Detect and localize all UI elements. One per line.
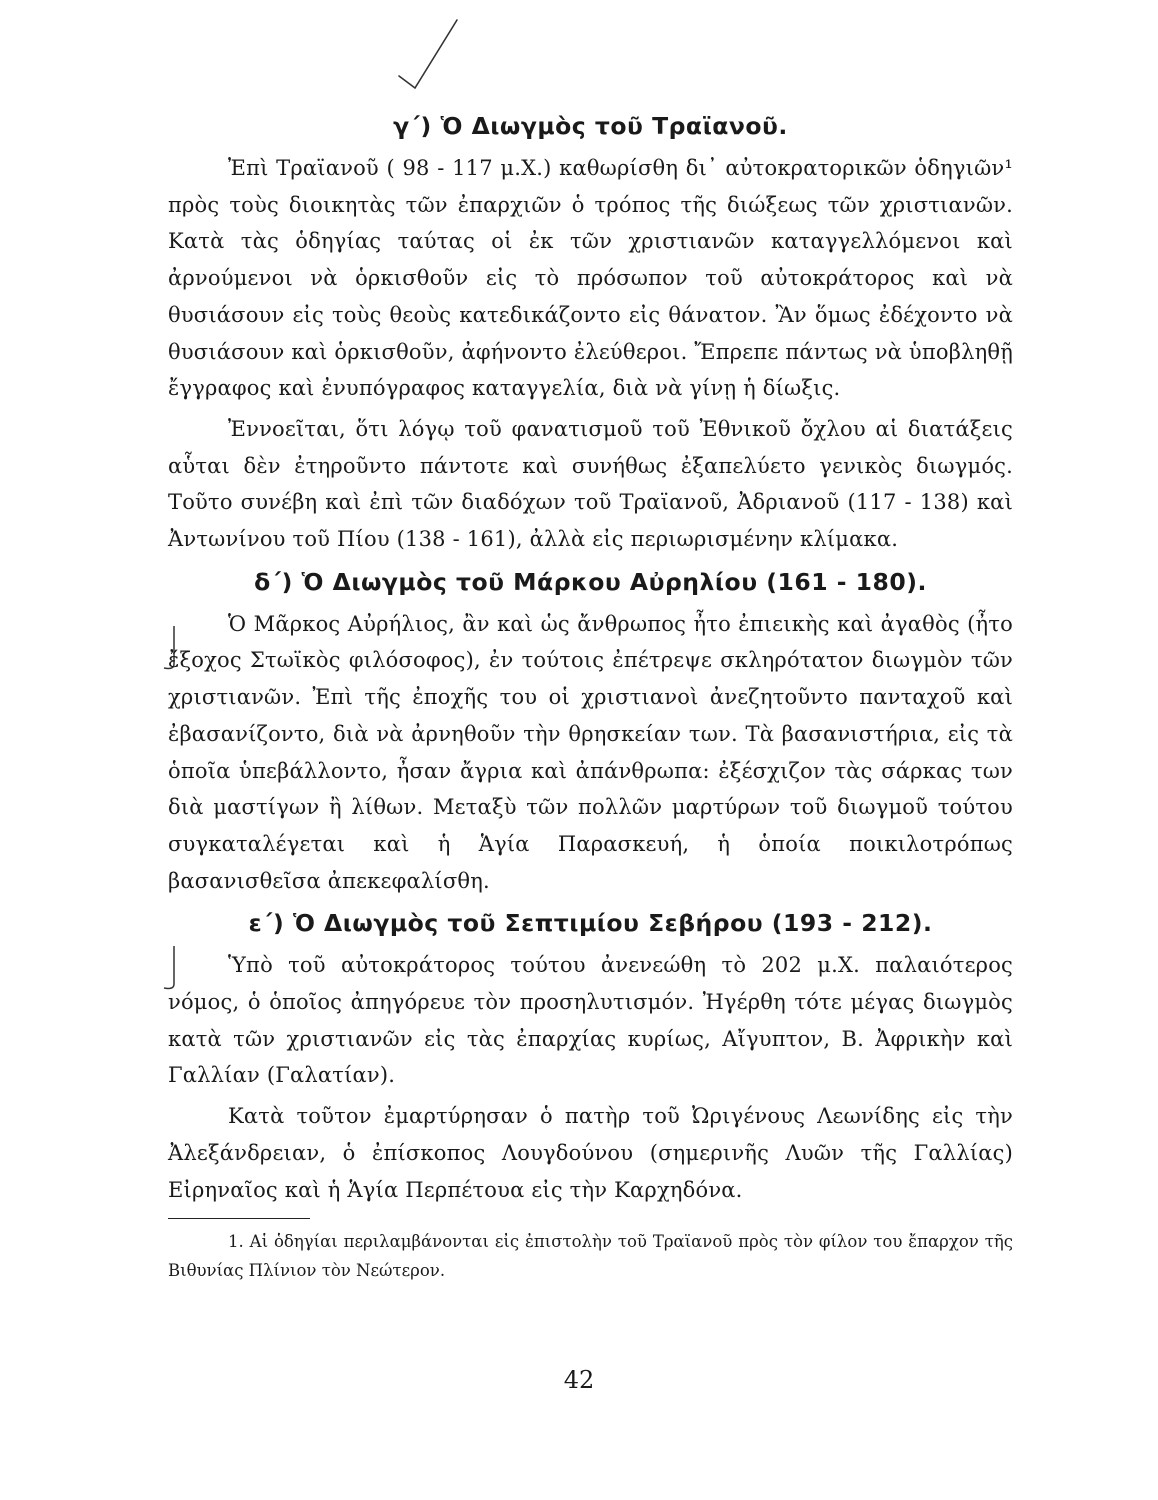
footnote: 1. Αἱ ὁδηγίαι περιλαμβάνονται εἰς ἐπιστολὴν τοῦ Τραϊανοῦ πρὸς τὸν φίλον του ἔπαρχον τῆς Βιθυνίας Πλίνιον τὸν Νεώτερον. xyxy=(168,1232,1013,1281)
section-heading: γ΄) Ὁ Διωγμὸς τοῦ Τραϊανοῦ. xyxy=(393,112,788,140)
page-body xyxy=(168,108,1013,1285)
body-paragraph: Ἐννοεῖται, ὅτι λόγῳ τοῦ φανατισμοῦ τοῦ Ἐθνικοῦ ὄχλου αἱ διατάξεις αὗται δὲν ἐτηροῦντο πάντοτε καὶ συνήθως ἐξαπελύετο γενικὸς διωγμός. Τοῦτο συνέβη καὶ ἐπὶ τῶν διαδόχων τοῦ Τραϊανοῦ, Ἀδριανοῦ (117 - 138) καὶ Ἀντωνίνου τοῦ Πίου (138 - 161), ἀλλὰ εἰς περιωρισμένην κλίμακα. xyxy=(168,416,1013,552)
body-paragraph: Ἐπὶ Τραϊανοῦ ( 98 - 117 μ.Χ.) καθωρίσθη δι᾽ αὐτοκρατορικῶν ὁδηγιῶν¹ πρὸς τοὺς διοικητὰς τῶν ἐπαρχιῶν ὁ τρόπος τῆς διώξεως τῶν χριστιανῶν. Κατὰ τὰς ὁδηγίας ταύτας οἱ ἐκ τῶν χριστιανῶν καταγγελλόμενοι καὶ ἀρνούμενοι νὰ ὁρκισθοῦν εἰς τὸ πρόσωπον τοῦ αὐτοκράτορος καὶ νὰ θυσιάσουν εἰς τοὺς θεοὺς κατεδικάζοντο εἰς θάνατον. Ἂν ὅμως ἐδέχοντο νὰ θυσιάσουν καὶ ὁρκισθοῦν, ἀφήνοντο ἐλεύθεροι. Ἔπρεπε πάντως νὰ ὑποβληθῇ ἔγγραφος καὶ ἐνυπόγραφος καταγγελία, διὰ νὰ γίνῃ ἡ δίωξις. xyxy=(168,156,1013,401)
footnote-divider xyxy=(168,1218,310,1219)
body-paragraph: Ὁ Μᾶρκος Αὐρήλιος, ἂν καὶ ὡς ἄνθρωπος ἦτο ἐπιεικὴς καὶ ἀγαθὸς (ἦτο ἔξοχος Στωϊκὸς φιλόσοφος), ἐν τούτοις ἐπέτρεψε σκληρότατον διωγμὸν τῶν χριστιανῶν. Ἐπὶ τῆς ἐποχῆς του οἱ χριστιανοὶ ἀνεζητοῦντο πανταχοῦ καὶ ἐβασανίζοντο, διὰ νὰ ἀρνηθοῦν τὴν θρησκείαν των. Τὰ βασανιστήρια, εἰς τὰ ὁποῖα ὑπεβάλλοντο, ἦσαν ἄγρια καὶ ἀπάνθρωπα: ἐξέσχιζον τὰς σάρκας των διὰ μαστίγων ἢ λίθων. Μεταξὺ τῶν πολλῶν μαρτύρων τοῦ διωγμοῦ τούτου συγκαταλέγεται καὶ ἡ Ἁγία Παρασκευή, ἡ ὁποία ποικιλοτρόπως βασανισθεῖσα ἀπεκεφαλίσθη. xyxy=(168,611,1013,893)
section-heading: ε΄) Ὁ Διωγμὸς τοῦ Σεπτιμίου Σεβήρου (193 - 212). xyxy=(248,909,933,938)
page-number: 42 xyxy=(563,1366,595,1394)
section-heading: δ΄) Ὁ Διωγμὸς τοῦ Μάρκου Αὐρηλίου (161 - 180). xyxy=(254,567,927,596)
body-paragraph: Ὑπὸ τοῦ αὐτοκράτορος τούτου ἀνενεώθη τὸ 202 μ.Χ. παλαιότερος νόμος, ὁ ὁποῖος ἀπηγόρευε τὸν προσηλυτισμόν. Ἠγέρθη τότε μέγας διωγμὸς κατὰ τῶν χριστιανῶν εἰς τὰς ἐπαρχίας κυρίως, Αἴγυπτον, Β. Ἀφρικὴν καὶ Γαλλίαν (Γαλατίαν). xyxy=(168,953,1013,1088)
handwritten-checkmark xyxy=(395,18,465,90)
body-paragraph: Κατὰ τοῦτον ἐμαρτύρησαν ὁ πατὴρ τοῦ Ὠριγένους Λεωνίδης εἰς τὴν Ἀλεξάνδρειαν, ὁ ἐπίσκοπος Λουγδούνου (σημερινῆς Λυῶν τῆς Γαλλίας) Εἰρηναῖος καὶ ἡ Ἁγία Περπέτουα εἰς τὴν Καρχηδόνα. xyxy=(168,1104,1013,1202)
